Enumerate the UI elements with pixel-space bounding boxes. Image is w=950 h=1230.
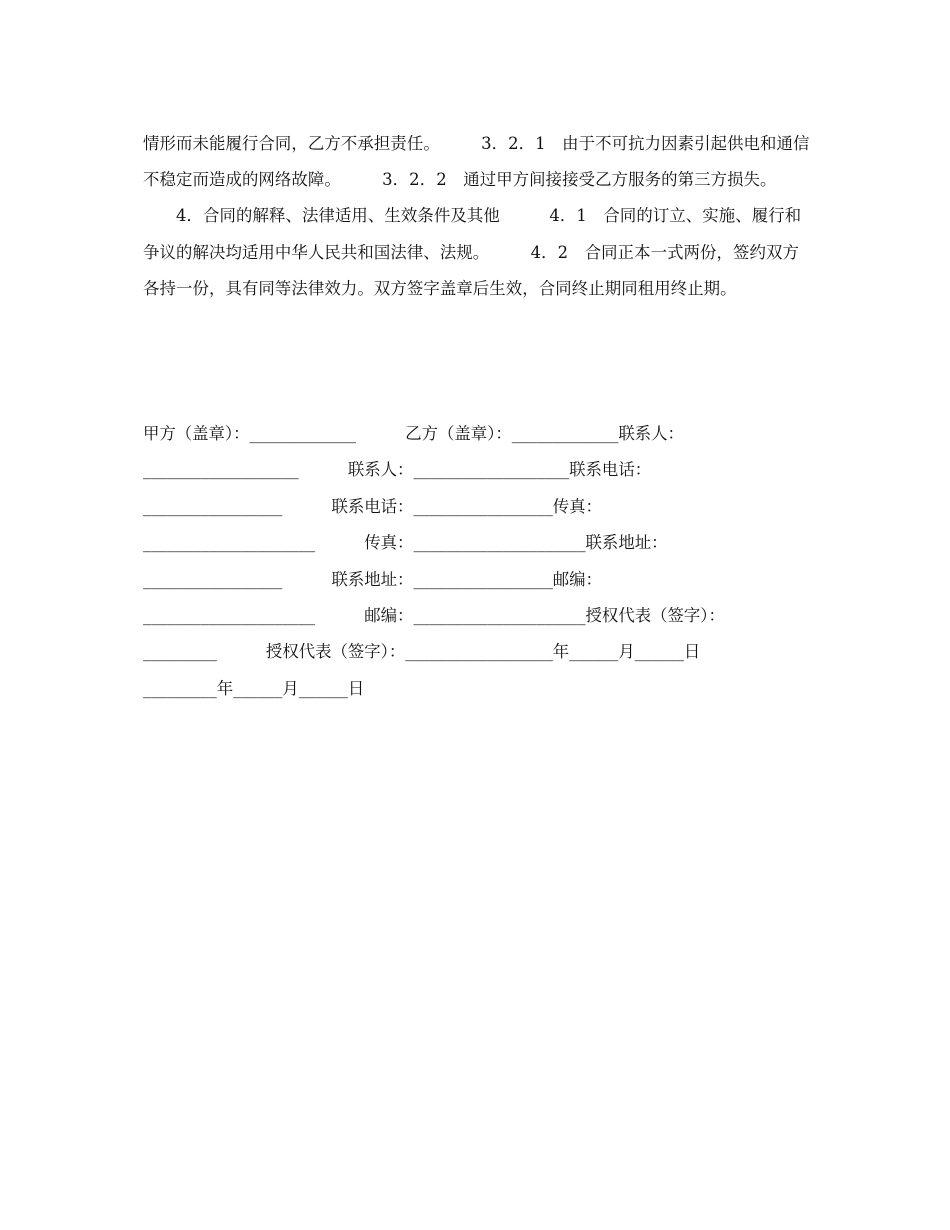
paragraph-liability-exemptions: 情形而未能履行合同，乙方不承担责任。 3．2．1 由于不可抗力因素引起供电和通信不稳定而造成的网络故障。 3．2．2 通过甲方间接接受乙方服务的第三方损失。 <box>143 134 810 190</box>
contract-body <box>143 126 813 307</box>
signature-line-4: _____________________ 传真：_____________________联系地址： <box>143 533 668 553</box>
signature-line-2: ___________________ 联系人：___________________联系电话： <box>143 460 652 480</box>
signature-line-5: _________________ 联系地址：_________________邮编： <box>143 569 602 589</box>
signature-line-3: _________________ 联系电话：_________________传真： <box>143 496 602 516</box>
signature-block <box>143 416 813 707</box>
signature-line-1: 甲方（盖章）：_____________ 乙方（盖章）：_____________联系人： <box>143 424 684 443</box>
signature-line-7: _________ 授权代表（签字）：__________________年______月______日 <box>143 642 701 662</box>
paragraph-interpretation-and-law: 4．合同的解释、法律适用、生效条件及其他 4．1 合同的订立、实施、履行和争议的解决均适用中华人民共和国法律、法规。 4．2 合同正本一式两份，签约双方各持一份，具有同等法律效力。双方签字盖章后生效，合同终止期同租用终止期。 <box>143 206 802 298</box>
signature-line-6: _____________________ 邮编：_____________________授权代表（签字）： <box>143 606 725 626</box>
signature-line-8: _________年______月______日 <box>143 678 365 698</box>
